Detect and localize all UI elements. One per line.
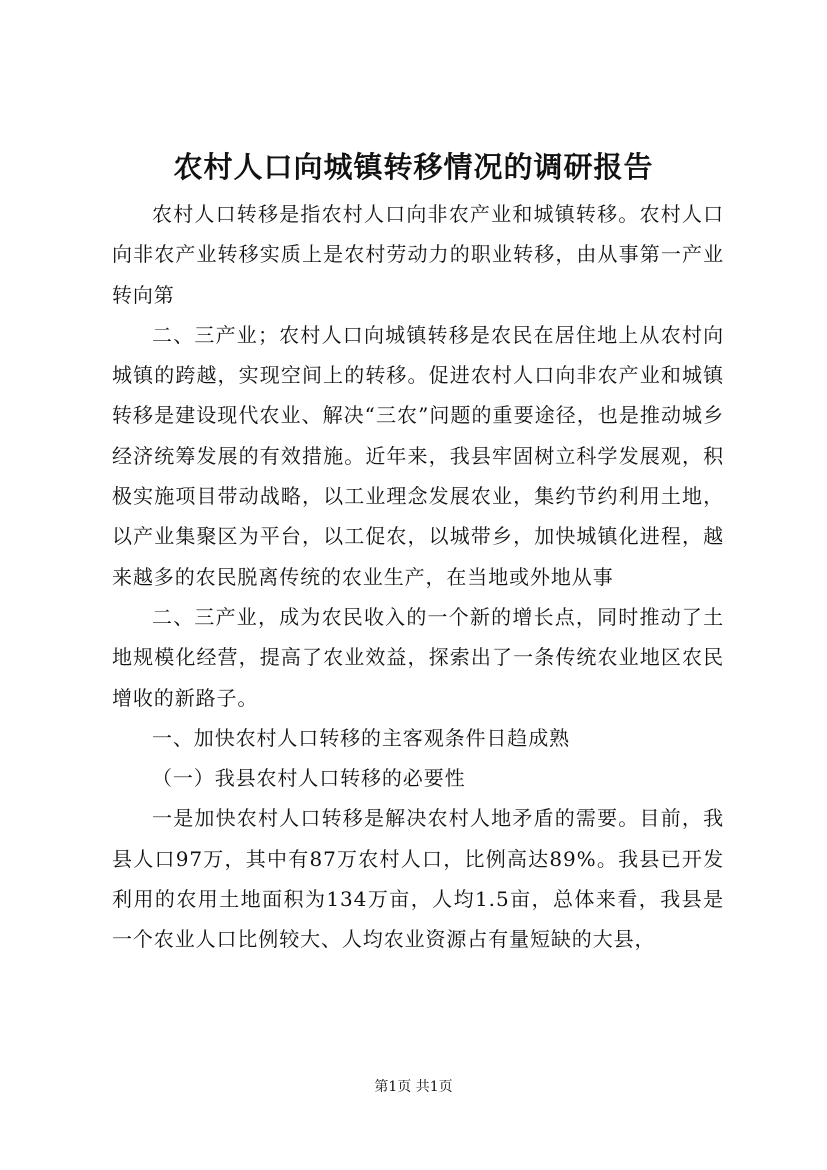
- document-body: [112, 194, 724, 960]
- paragraph: 农村人口转移是指农村人口向非农产业和城镇转移。农村人口向非农产业转移实质上是农村劳动力的职业转移，由从事第一产业转向第: [112, 202, 724, 307]
- paragraph: 二、三产业；农村人口向城镇转移是农民在居住地上从农村向城镇的跨越，实现空间上的转移。促进农村人口向非农产业和城镇转移是建设现代农业、解决“三农”问题的重要途径，也是推动城乡经济统筹发展的有效措施。近年来，我县牢固树立科学发展观，积极实施项目带动战略，以工业理念发展农业，集约节约利用土地，以产业集聚区为平台，以工促农，以城带乡，加快城镇化进程，越来越多的农民脱离传统的农业生产，在当地或外地从事: [112, 322, 724, 589]
- paragraph: 二、三产业，成为农民收入的一个新的增长点，同时推动了土地规模化经营，提高了农业效益，探索出了一条传统农业地区农民增收的新路子。: [112, 604, 724, 710]
- paragraph: 一是加快农村人口转移是解决农村人地矛盾的需要。目前，我县人口97万，其中有87万农村人口，比例高达89%。我县已开发利用的农用土地面积为134万亩，人均1.5亩，总体来看，我县是一个农业人口比例较大、人均农业资源占有量短缺的大县，: [112, 806, 724, 952]
- page-footer: 第1页 共1页: [374, 1079, 453, 1095]
- document-title: 农村人口向城镇转移情况的调研报告: [173, 150, 654, 184]
- section-heading: 一、加快农村人口转移的主客观条件日趋成熟: [152, 725, 570, 750]
- subsection-heading: （一）我县农村人口转移的必要性: [152, 766, 466, 791]
